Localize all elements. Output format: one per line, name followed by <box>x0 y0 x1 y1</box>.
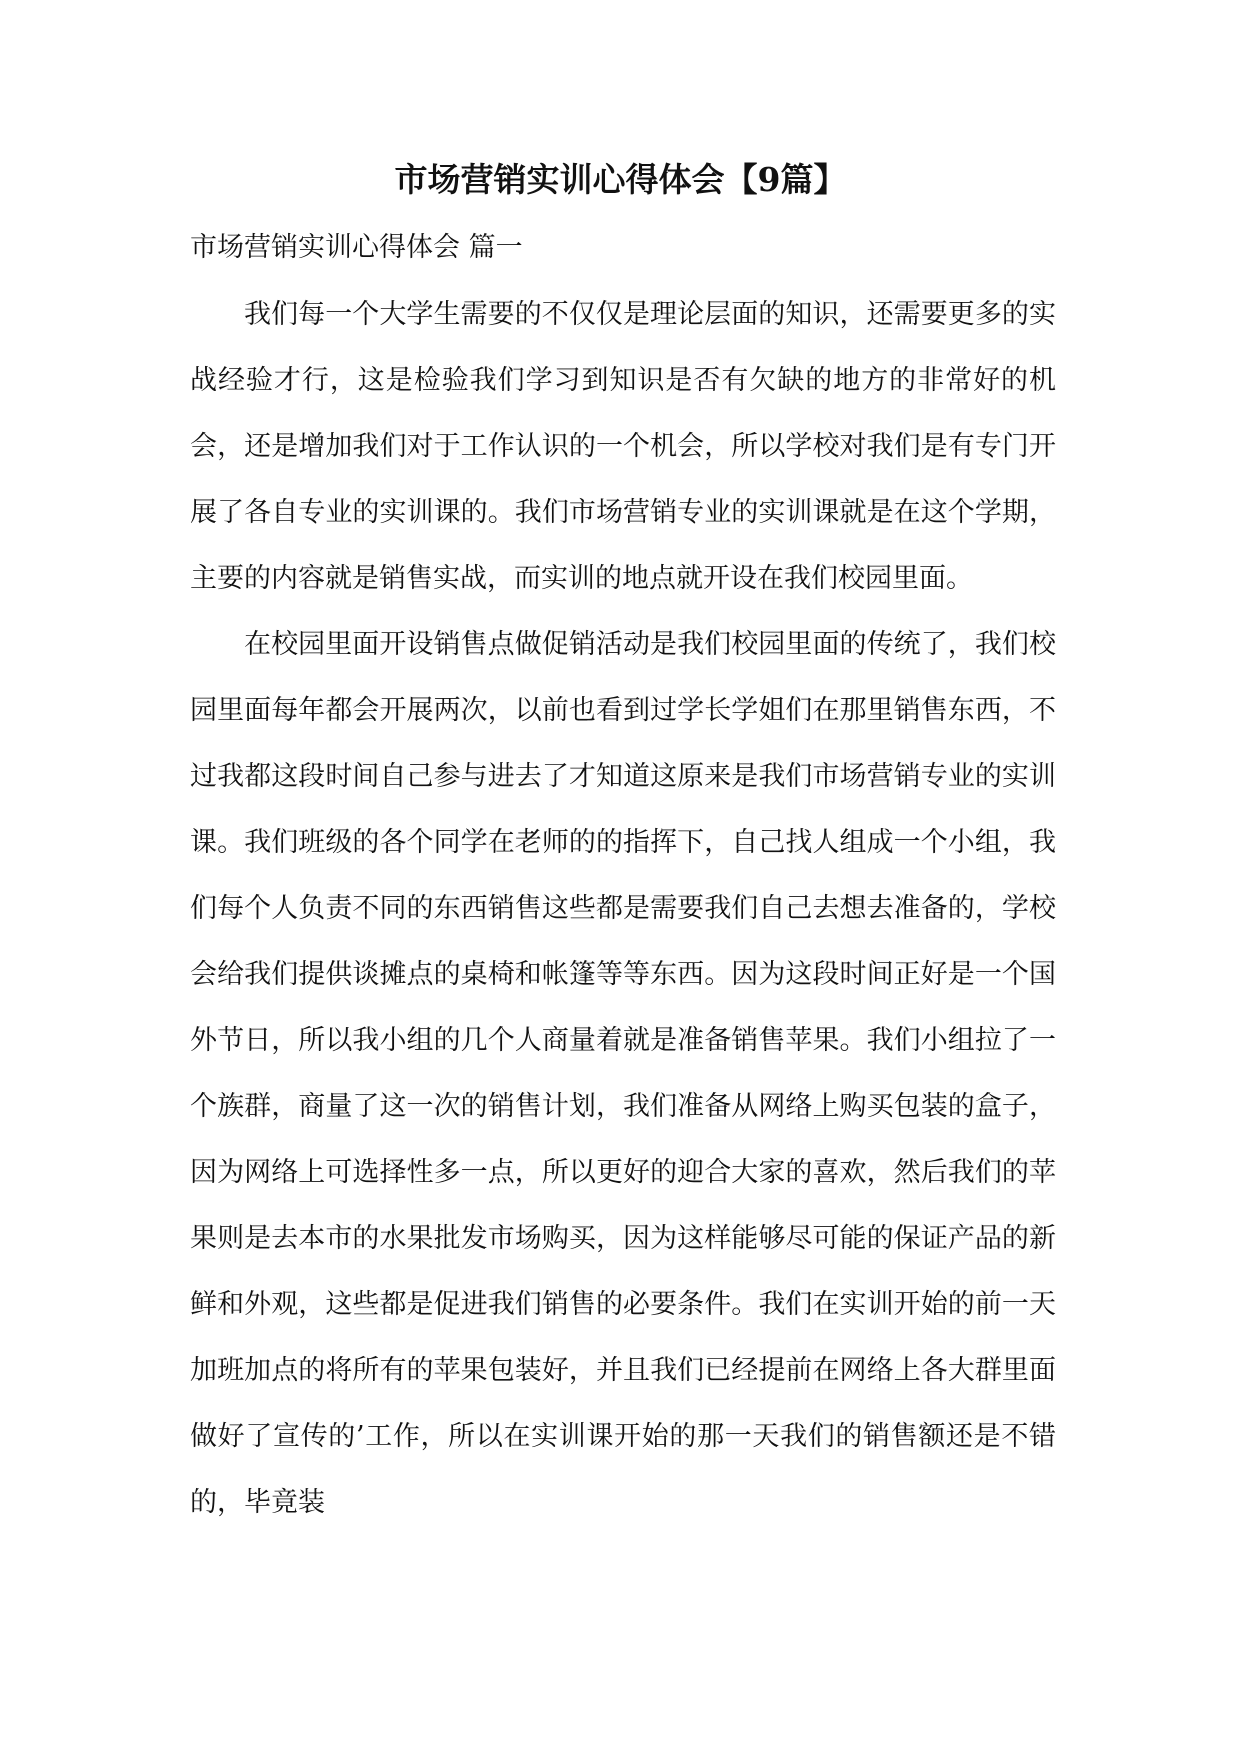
paragraph-2: 在校园里面开设销售点做促销活动是我们校园里面的传统了，我们校园里面每年都会开展两次，以前也看到过学长学姐们在那里销售东西，不过我都这段时间自己参与进去了才知道这原来是我们市场营销专业的实训课。我们班级的各个同学在老师的的指挥下，自己找人组成一个小组，我们每个人负责不同的东西销售这些都是需要我们自己去想去准备的，学校会给我们提供谈摊点的桌椅和帐篷等等东西。因为这段时间正好是一个国外节日，所以我小组的几个人商量着就是准备销售苹果。我们小组拉了一个族群，商量了这一次的销售计划，我们准备从网络上购买包装的盒子，因为网络上可选择性多一点，所以更好的迎合大家的喜欢，然后我们的苹果则是去本市的水果批发市场购买，因为这样能够尽可能的保证产品的新鲜和外观，这些都是促进我们销售的必要条件。我们在实训开始的前一天加班加点的将所有的苹果包装好，并且我们已经提前在网络上各大群里面做好了宣传的’工作，所以在实训课开始的那一天我们的销售额还是不错的，毕竟装 <box>190 629 1056 1518</box>
document-body <box>190 282 1056 1536</box>
paragraph-1: 我们每一个大学生需要的不仅仅是理论层面的知识，还需要更多的实战经验才行，这是检验我们学习到知识是否有欠缺的地方的非常好的机会，还是增加我们对于工作认识的一个机会，所以学校对我们是有专门开展了各自专业的实训课的。我们市场营销专业的实训课就是在这个学期，主要的内容就是销售实战，而实训的地点就开设在我们校园里面。 <box>190 299 1056 594</box>
section-heading: 市场营销实训心得体会 篇一 <box>190 232 523 263</box>
document-title: 市场营销实训心得体会【9篇】 <box>394 160 847 199</box>
